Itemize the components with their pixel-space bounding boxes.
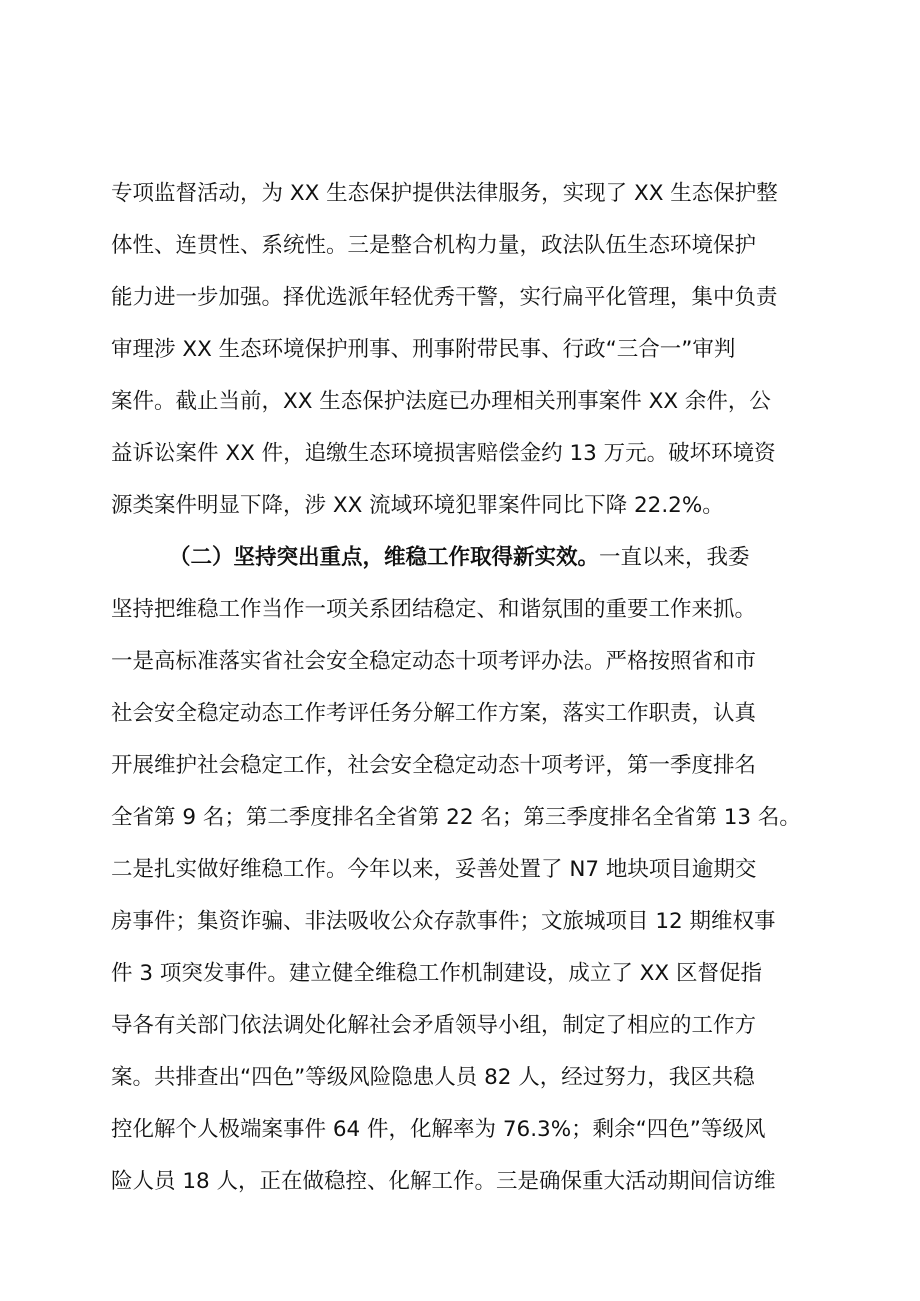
body-line: 能力进一步加强。择优选派年轻优秀干警，实行扁平化管理，集中负责 [111,285,778,310]
body-line: 专项监督活动，为 XX 生态保护提供法律服务，实现了 XX 生态保护整 [111,181,778,206]
section-lead-text: 一直以来，我委 [599,545,750,570]
body-line: 案件。截止当前，XX 生态保护法庭已办理相关刑事案件 XX 余件，公 [111,389,771,414]
section-heading: （二）坚持突出重点，维稳工作取得新实效。 [169,545,600,570]
body-line: 控化解个人极端案事件 64 件，化解率为 76.3%；剩余“四色”等级风 [111,1117,766,1142]
body-line: 导各有关部门依法调处化解社会矛盾领导小组，制定了相应的工作方 [111,1013,757,1038]
body-line: 社会安全稳定动态工作考评任务分解工作方案，落实工作职责，认真 [111,701,757,726]
body-line: 一是高标准落实省社会安全稳定动态十项考评办法。严格按照省和市 [111,649,757,674]
body-line: 件 3 项突发事件。建立健全维稳工作机制建设，成立了 XX 区督促指 [111,961,762,986]
body-line: 坚持把维稳工作当作一项关系团结稳定、和谐氛围的重要工作来抓。 [111,597,757,622]
body-line: 开展维护社会稳定工作，社会安全稳定动态十项考评，第一季度排名 [111,753,757,778]
body-line: 体性、连贯性、系统性。三是整合机构力量，政法队伍生态环境保护 [111,233,757,258]
body-line: 案。共排查出“四色”等级风险隐患人员 82 人，经过努力，我区共稳 [111,1065,755,1090]
body-line: 益诉讼案件 XX 件，追缴生态环境损害赔偿金约 13 万元。破坏环境资 [111,441,776,466]
section-heading-line [169,532,750,584]
body-line: 二是扎实做好维稳工作。今年以来，妥善处置了 N7 地块项目逾期交 [111,857,757,882]
body-line: 险人员 18 人，正在做稳控、化解工作。三是确保重大活动期间信访维 [111,1169,776,1194]
body-line: 房事件；集资诈骗、非法吸收公众存款事件；文旅城项目 12 期维权事 [111,909,776,934]
body-line: 源类案件明显下降，涉 XX 流域环境犯罪案件同比下降 22.2%。 [111,493,724,518]
body-line: 审理涉 XX 生态环境保护刑事、刑事附带民事、行政“三合一”审判 [111,337,736,362]
body-line: 全省第 9 名；第二季度排名全省第 22 名；第三季度排名全省第 13 名。 [111,805,801,830]
